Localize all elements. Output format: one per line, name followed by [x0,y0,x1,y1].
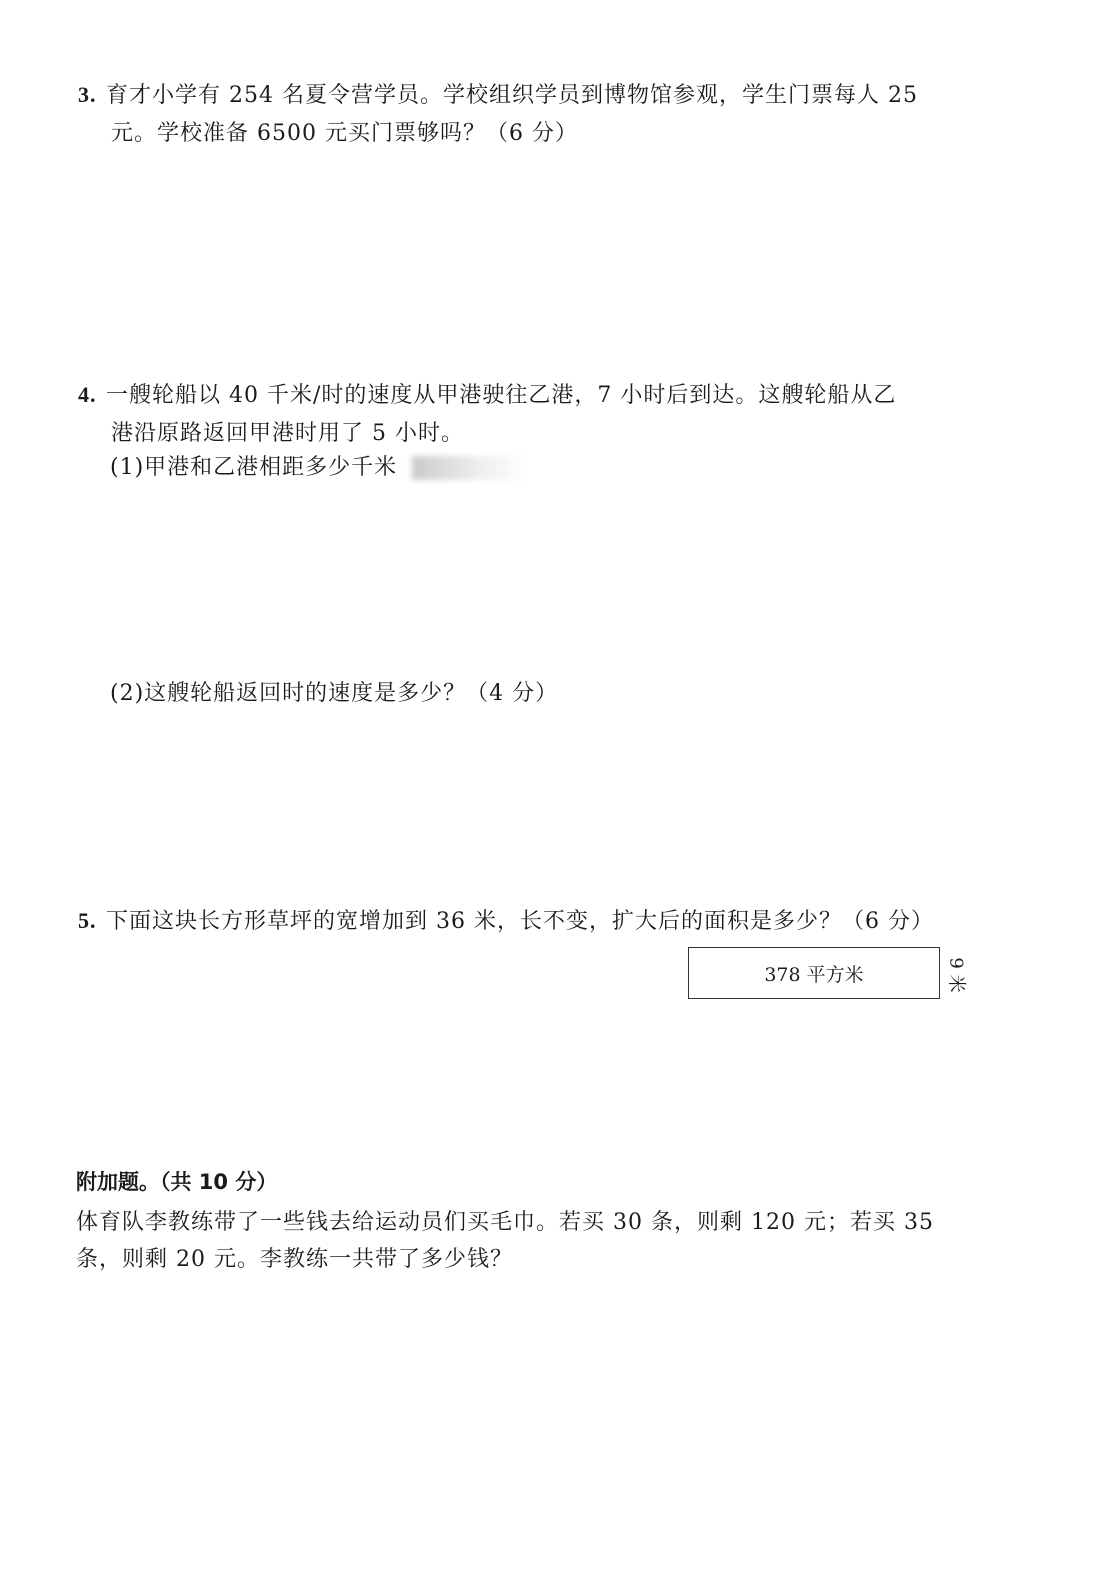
lawn-width-label: 9 米 [946,957,967,993]
bonus-question [76,1204,996,1278]
lawn-rectangle [688,947,940,999]
question-4-sub-1: (1)甲港和乙港相距多少千米 [110,455,398,480]
question-3-text-2: 元。学校准备 6500 元买门票够吗？（6 分） [111,121,578,146]
question-3 [78,76,988,153]
question-5-line-1 [78,902,988,941]
question-3-line-1 [78,76,988,115]
question-3-text-1: 育才小学有 254 名夏令营学员。学校组织学员到博物馆参观，学生门票每人 25 [106,83,918,108]
blurred-smudge [412,456,528,480]
question-5-number: 5. [78,908,97,933]
bonus-title: 附加题。（共 10 分） [76,1170,278,1194]
question-5-text-1: 下面这块长方形草坪的宽增加到 36 米，长不变，扩大后的面积是多少？（6 分） [106,909,934,934]
question-4-line-1 [78,376,988,415]
bonus-text-2: 条，则剩 20 元。李教练一共带了多少钱？ [76,1247,513,1272]
question-4-sub-2: (2)这艘轮船返回时的速度是多少？（4 分） [110,681,559,706]
question-3-number: 3. [78,82,97,107]
question-4-text-2: 港沿原路返回甲港时用了 5 小时。 [111,421,464,446]
question-4-text-1: 一艘轮船以 40 千米/时的速度从甲港驶往乙港，7 小时后到达。这艘轮船从乙 [106,383,897,408]
lawn-width-label-wrap [945,953,971,997]
lawn-area-label: 378 平方米 [764,963,864,986]
bonus-text-1: 体育队李教练带了一些钱去给运动员们买毛巾。若买 30 条，则剩 120 元；若买 35 [76,1210,934,1235]
question-4 [78,376,988,453]
question-4-number: 4. [78,382,97,407]
question-5 [78,902,988,941]
